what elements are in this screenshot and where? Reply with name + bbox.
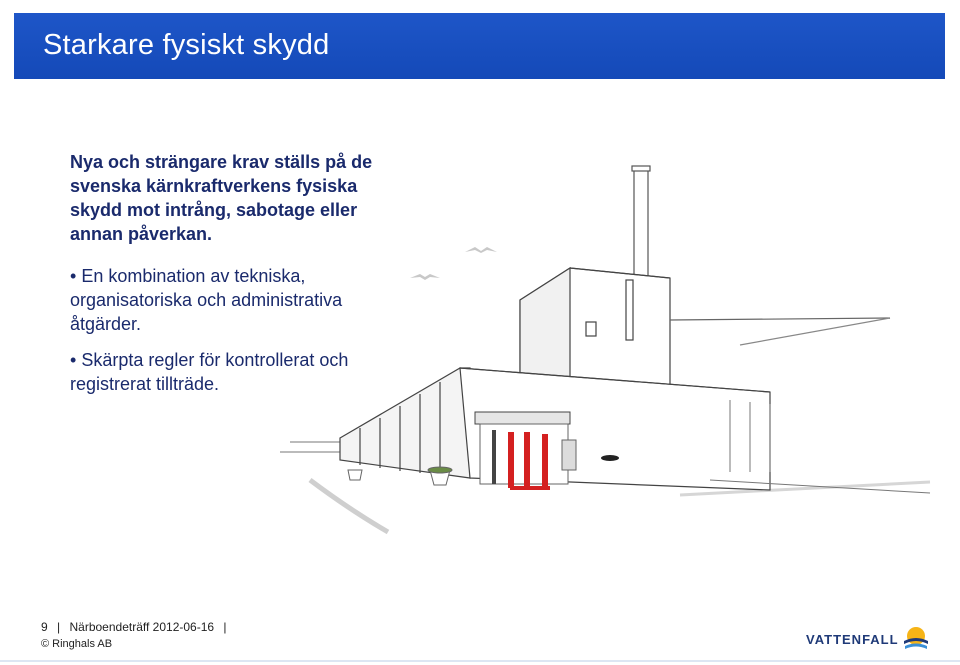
lead-paragraph: Nya och strängare krav ställs på de svenska kärnkraftverkens fysiska skydd mot intrång, sabotage eller annan påverkan.	[70, 152, 373, 244]
left-hall	[340, 368, 470, 478]
footer-separator: |	[223, 620, 227, 634]
footer-row	[41, 620, 233, 634]
chimney	[632, 166, 650, 278]
copyright: © Ringhals AB	[41, 638, 113, 650]
footer	[41, 620, 233, 650]
footer-event: Närboendeträff 2012-06-16	[69, 620, 215, 634]
slide-title: Starkare fysiskt skydd	[43, 29, 330, 61]
bullet-text: En kombination av tekniska, organisatoriska och administrativa åtgärder.	[70, 266, 343, 334]
page-number: 9	[41, 620, 48, 634]
bullet-item: • En kombination av tekniska, organisatoriska och administrativa åtgärder.	[70, 266, 343, 334]
vattenfall-logo	[806, 623, 931, 653]
bullet-item: • Skärpta regler för kontrollerat och registrerat tillträde.	[70, 350, 349, 394]
footer-rule	[0, 660, 960, 662]
birds	[410, 247, 497, 280]
footer-separator: |	[57, 620, 61, 634]
bullet-text: Skärpta regler för kontrollerat och registrerat tillträde.	[70, 350, 349, 394]
logo-sun-icon	[902, 625, 930, 653]
logo-text: VATTENFALL	[806, 632, 899, 647]
title-bar	[14, 13, 945, 79]
tower-block	[520, 268, 890, 392]
building-illustration	[270, 160, 940, 540]
